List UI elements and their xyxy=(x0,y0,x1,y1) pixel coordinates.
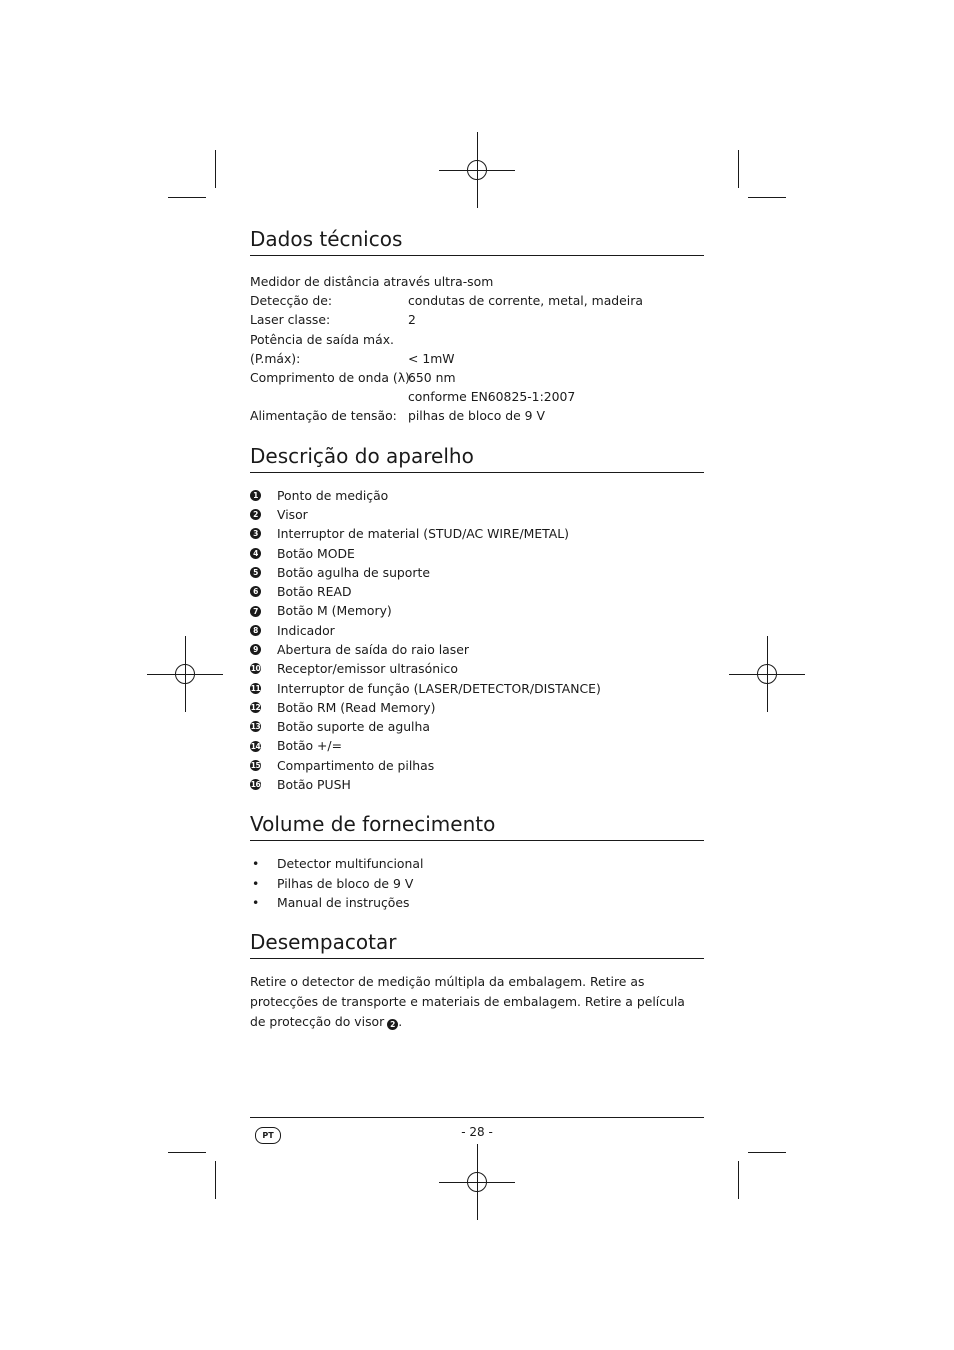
unpack-paragraph xyxy=(250,972,704,1032)
crop-mark xyxy=(168,1152,206,1153)
delivery-item-label: Pilhas de bloco de 9 V xyxy=(277,875,414,891)
registration-mark xyxy=(147,636,223,712)
part-number-badge: 8 xyxy=(250,625,261,636)
list-item xyxy=(250,756,704,775)
crop-mark xyxy=(738,1161,739,1199)
part-label: Botão suporte de agulha xyxy=(277,719,430,735)
spec-row xyxy=(250,272,704,291)
spec-key: Potência de saída máx. xyxy=(250,331,394,347)
list-item xyxy=(250,601,704,620)
parts-list xyxy=(250,486,704,795)
list-item xyxy=(250,544,704,563)
bullet-icon: • xyxy=(252,875,260,891)
unpack-text-end: . xyxy=(398,1014,403,1030)
section-heading-descricao: Descrição do aparelho xyxy=(250,442,704,473)
spec-row xyxy=(250,387,704,406)
technical-data-list xyxy=(250,272,704,426)
spec-row xyxy=(250,330,704,349)
spec-key: Detecção de: xyxy=(250,293,333,309)
section-heading-desempacotar: Desempacotar xyxy=(250,928,704,959)
spec-key: Alimentação de tensão: xyxy=(250,408,397,424)
part-label: Interruptor de material (STUD/AC WIRE/METAL) xyxy=(277,526,569,542)
list-item xyxy=(250,659,704,678)
part-label: Botão PUSH xyxy=(277,777,351,793)
list-item xyxy=(250,524,704,543)
registration-mark xyxy=(729,636,805,712)
crop-mark xyxy=(168,197,206,198)
part-number-badge: 3 xyxy=(250,528,261,539)
delivery-item-label: Detector multifuncional xyxy=(277,856,424,872)
unpack-text: Retire o detector de medição múltipla da embalagem. Retire as protecções de transporte e materiais de embalagem. Retire a película de protecção do visor xyxy=(250,974,685,1030)
spec-key: Comprimento de onda (λ): xyxy=(250,370,415,386)
page-number: - 28 - xyxy=(461,1125,493,1139)
part-number-badge: 2 xyxy=(250,509,261,520)
part-number-badge: 11 xyxy=(250,683,261,693)
spec-key: Medidor de distância através ultra-som xyxy=(250,274,494,289)
part-number-badge: 5 xyxy=(250,567,261,578)
spec-value: condutas de corrente, metal, madeira xyxy=(408,293,643,309)
page-content xyxy=(250,225,704,1032)
part-label: Botão agulha de suporte xyxy=(277,564,430,580)
spec-row xyxy=(250,349,704,368)
section-heading-volume: Volume de fornecimento xyxy=(250,810,704,841)
part-label: Botão RM (Read Memory) xyxy=(277,699,436,715)
crop-mark xyxy=(215,150,216,188)
part-label: Abertura de saída do raio laser xyxy=(277,642,469,657)
part-number-badge: 9 xyxy=(250,644,261,655)
spec-value: pilhas de bloco de 9 V xyxy=(408,408,545,424)
spec-value: conforme EN60825-1:2007 xyxy=(408,389,576,405)
spec-value xyxy=(408,330,704,349)
part-number-badge: 15 xyxy=(250,760,261,770)
list-item xyxy=(250,505,704,524)
list-item xyxy=(250,582,704,601)
list-item xyxy=(250,775,704,794)
list-item xyxy=(250,736,704,755)
spec-row xyxy=(250,310,704,329)
crop-mark xyxy=(215,1161,216,1199)
spec-row xyxy=(250,368,704,387)
list-item xyxy=(250,874,704,893)
list-item xyxy=(250,893,704,912)
delivery-list xyxy=(250,854,704,912)
list-item xyxy=(250,486,704,505)
part-number-badge: 14 xyxy=(250,741,261,751)
list-item xyxy=(250,698,704,717)
delivery-item-label: Manual de instruções xyxy=(277,894,410,910)
list-item xyxy=(250,679,704,698)
part-number-badge: 7 xyxy=(250,606,261,617)
part-label: Indicador xyxy=(277,622,335,638)
part-number-badge: 4 xyxy=(250,548,261,559)
section-heading-dados-tecnicos: Dados técnicos xyxy=(250,225,704,256)
crop-mark xyxy=(748,1152,786,1153)
part-number-badge: 12 xyxy=(250,703,261,713)
part-label: Botão READ xyxy=(277,584,352,600)
registration-mark xyxy=(439,132,515,208)
spec-key xyxy=(250,387,408,406)
part-number-badge: 6 xyxy=(250,586,261,597)
crop-mark xyxy=(738,150,739,188)
spec-key: (P.máx): xyxy=(250,350,301,366)
part-label: Botão MODE xyxy=(277,545,355,561)
registration-mark xyxy=(439,1144,515,1220)
spec-value: < 1mW xyxy=(408,350,455,366)
spec-value xyxy=(408,272,704,291)
part-number-ref: 2 xyxy=(387,1019,398,1030)
list-item xyxy=(250,717,704,736)
crop-mark xyxy=(748,197,786,198)
language-badge: PT xyxy=(255,1127,281,1144)
list-item xyxy=(250,563,704,582)
part-label: Ponto de medição xyxy=(277,487,389,503)
part-label: Visor xyxy=(277,506,308,522)
part-number-badge: 1 xyxy=(250,490,261,501)
footer-rule xyxy=(250,1117,704,1118)
spec-row xyxy=(250,406,704,425)
list-item xyxy=(250,621,704,640)
list-item xyxy=(250,640,704,659)
spec-value: 2 xyxy=(408,312,416,328)
spec-row xyxy=(250,291,704,310)
part-label: Botão M (Memory) xyxy=(277,603,392,619)
part-label: Botão +/= xyxy=(277,738,342,754)
spec-value: 650 nm xyxy=(408,370,456,386)
bullet-icon: • xyxy=(252,856,260,872)
part-number-badge: 16 xyxy=(250,780,261,790)
spec-key: Laser classe: xyxy=(250,312,331,328)
part-label: Compartimento de pilhas xyxy=(277,757,435,773)
part-number-badge: 10 xyxy=(250,664,261,674)
part-number-badge: 13 xyxy=(250,722,261,732)
part-label: Interruptor de função (LASER/DETECTOR/DISTANCE) xyxy=(277,680,601,696)
list-item xyxy=(250,854,704,873)
part-label: Receptor/emissor ultrasónico xyxy=(277,661,458,677)
bullet-icon: • xyxy=(252,894,260,910)
